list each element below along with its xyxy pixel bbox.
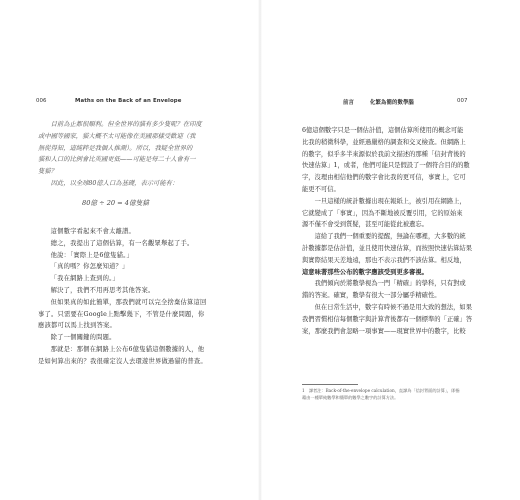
paragraph-line: 這給了我們一個重要的提醒，無論在哪裡，大多數的統 <box>314 233 466 241</box>
footnote: 1 譯者注：Back-of-the-envelope calculation，直譯為「信封背面的計算」，即指藉由一種單純數學和簡單的數學之數字的計算方法。 <box>302 388 460 400</box>
paragraph-line: 這意味著那些公布的數字應該受到更多審視。 <box>302 268 428 276</box>
paragraph-line: 除了一個關鍵的問題。 <box>50 334 116 342</box>
paragraph-line: 它就變成了「事實」，因為不斷地被反覆引用，它的原始來 <box>302 209 463 217</box>
paragraph-line: 比我的稍微科學，並經過嚴格的調查和交叉檢查。但網路上 <box>302 138 466 146</box>
paragraph-line: 的數字，似乎多半來源似於我前文描述的那種「信封背後的 <box>302 150 466 158</box>
paragraph-line: 他說：「實際上是6億隻貓。」 <box>50 251 133 259</box>
left-running-title: Maths on the Back of an Envelope <box>75 98 182 104</box>
footnote-divider <box>302 384 358 385</box>
paragraph-line: 但如果真的如此簡單，那我們就可以完全捨棄估算這回 <box>50 298 207 306</box>
paragraph-line: 案，那麼我們會忽略一項事實——現實世界中的數字，比較 <box>302 327 466 335</box>
right-running-title: 化繁為簡的數學腦 <box>370 100 414 106</box>
cat-estimate-formula: 80億 ÷ 20 = 4億隻貓 <box>82 199 149 207</box>
paragraph-line: 但在日常生活中，數字有時候不過是用大致的想法，如果 <box>314 303 473 311</box>
paragraph-line: 我們傾向於將數學視為一門「精確」的學科，只有對或 <box>314 280 466 288</box>
paragraph-line: 錯的答案。確實，數學有很大一部分屬乎精確性。 <box>302 292 441 300</box>
paragraph-line: 源不僅不會受到質疑，甚至可能從此被遺忘。 <box>302 221 428 229</box>
paragraph-line: 是如何算出來的？我很確定沒人去環遊世界做過貓的普查。 <box>38 357 207 365</box>
paragraph-line: 應該都可以馬上找到答案。 <box>38 322 116 330</box>
paragraph-line: 隻貓？ <box>38 168 57 176</box>
chapter-label: 前言 <box>343 100 354 106</box>
paragraph-line: 目前為止都很順利。但全世界的貓有多少隻呢？在印度 <box>50 121 202 128</box>
paragraph-line: 解決了，我們不用再思考其他答案。 <box>50 286 155 294</box>
paragraph-line: 總之，我提出了這個估算，有一名觀眾舉起了手。 <box>50 239 194 247</box>
paragraph-line: 能更不可信。 <box>302 185 340 193</box>
paragraph-line: 或中國等國家，貓大概不太可能像在美國那樣受歡迎（我 <box>38 132 196 140</box>
left-body-text <box>38 119 228 190</box>
paragraph-line: 貓和人口的比例會比英國更低——可能是每二十人會有一 <box>38 156 196 164</box>
paragraph-line: 字，沒理由相信他們的數字會比我的更可信，事實上，它可 <box>302 174 466 182</box>
paragraph-line: 事了。只需要在Google上點擊幾下，不管是什麼問題，你 <box>38 310 205 318</box>
paragraph-line: 6億這個數字只是一個估計值，這個估算所使用的概念可能 <box>302 127 464 134</box>
paragraph-line: 計數據都是估計值，並且使用快速估算，而按照快速估算結果 <box>302 244 473 252</box>
left-body-continued <box>38 226 228 368</box>
paragraph-line: 無從得知，這純粹是我個人推測）。所以，我疑全世界的 <box>38 144 193 152</box>
paragraph-line: 一旦這樣的統計數據出現在報紙上，被引用在網路上， <box>314 197 466 205</box>
right-page-number: 007 <box>457 98 468 104</box>
paragraph-line: 「真的嗎？你怎麼知道？」 <box>50 263 129 271</box>
left-page-number: 006 <box>36 98 47 104</box>
paragraph-line: 與實際結果天差地遠，那也不表示我們不該估算。相反地， <box>302 256 466 264</box>
paragraph-line: 那就是：那個在網路上公布6億隻貓這個數據的人，他 <box>50 345 205 353</box>
right-body-text <box>302 125 490 337</box>
paragraph-line: 快速估算」1，或者，他們可能只是假設了一個符合目的的數 <box>302 162 470 170</box>
paragraph-line: 這個數字看起來不會太離譜。 <box>50 228 136 235</box>
paragraph-line: 因此，以全球80億人口為基礎，表示可能有： <box>50 179 179 187</box>
paragraph-line: 「我在網路上查到的。」 <box>50 275 119 283</box>
paragraph-line: 我們習慣相信每個數字與計算背後都有一個標準的「正確」答 <box>302 315 473 323</box>
